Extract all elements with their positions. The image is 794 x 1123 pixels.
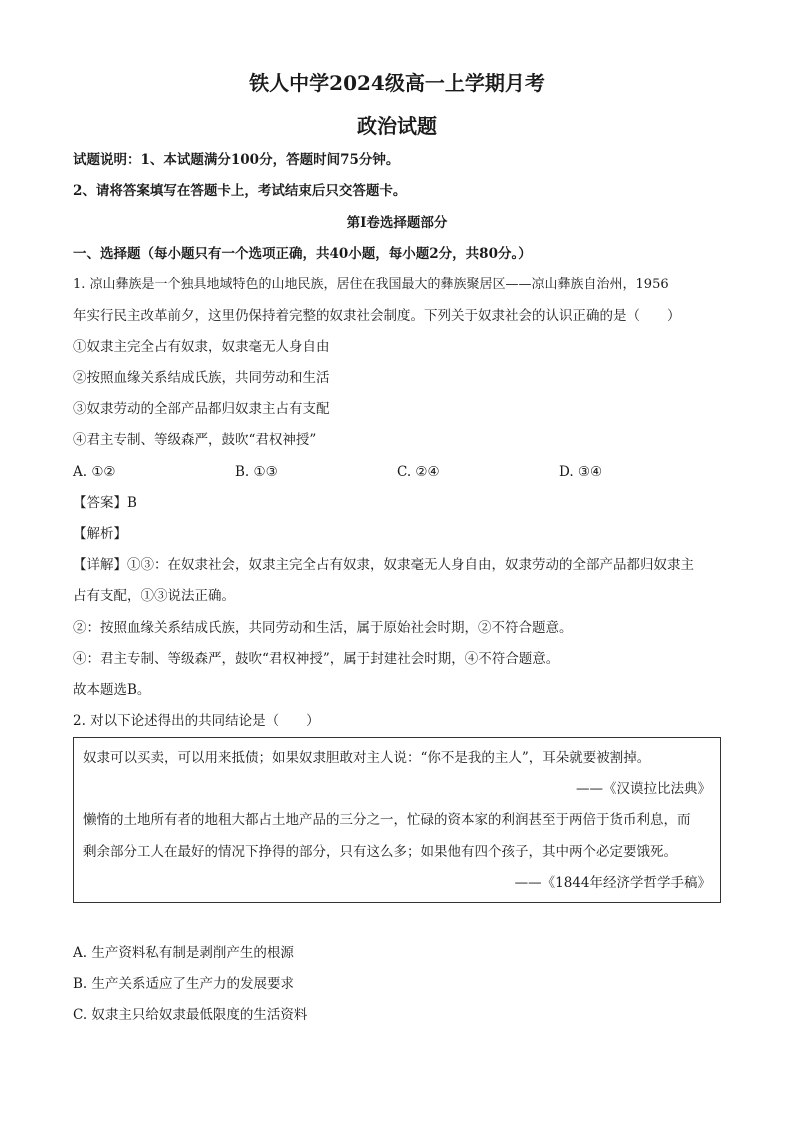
q2-quote-2-line-2: 剩余部分工人在最好的情况下挣得的部分，只有这么多；如果他有四个孩子，其中两个必定要饿死。 [83, 844, 677, 860]
instruction-line-2: 2、请将答案填写在答题卡上，考试结束后只交答题卡。 [73, 183, 407, 199]
part-title: 第Ⅰ卷选择题部分 [346, 215, 448, 231]
q1-option-a: A. ①② [73, 464, 116, 480]
q1-detail-line-2: 占有支配，①③说法正确。 [73, 588, 235, 604]
q1-item-3: ③奴隶劳动的全部产品都归奴隶主占有支配 [73, 401, 330, 417]
q1-option-c: C. ②④ [397, 464, 440, 480]
q1-item-4: ④君主专制、等级森严，鼓吹“君权神授” [73, 432, 317, 448]
q2-option-b: B. 生产关系适应了生产力的发展要求 [73, 976, 295, 992]
q1-option-b: B. ①③ [235, 464, 278, 480]
q1-item-1: ①奴隶主完全占有奴隶，奴隶毫无人身自由 [73, 339, 330, 355]
q1-stem-line-1: 1. 凉山彝族是一个独具地域特色的山地民族，居住在我国最大的彝族聚居区——凉山彝族自治州，1956 [73, 277, 669, 292]
q1-analysis-label: 【解析】 [73, 526, 127, 542]
q2-option-a: A. 生产资料私有制是剥削产生的根源 [73, 945, 294, 961]
q1-stem-line-2: 年实行民主改革前夕，这里仍保持着完整的奴隶社会制度。下列关于奴隶社会的认识正确的是（ ） [73, 308, 681, 324]
q2-quote-1: 奴隶可以买卖，可以用来抵债；如果奴隶胆敢对主人说：“你不是我的主人”，耳朵就要被割掉。 [83, 750, 651, 766]
q1-detail-line-4: ④：君主专制、等级森严，鼓吹“君权神授”，属于封建社会时期，④不符合题意。 [73, 651, 560, 667]
exam-subtitle: 政治试题 [357, 114, 437, 138]
q1-options [73, 462, 734, 482]
q1-item-2: ②按照血缘关系结成氏族，共同劳动和生活 [73, 370, 330, 386]
q2-stem: 2. 对以下论述得出的共同结论是（ ） [73, 713, 320, 729]
q1-option-d: D. ③④ [559, 464, 603, 480]
instruction-line-1: 试题说明：1、本试题满分100分，答题时间75分钟。 [73, 152, 400, 168]
q1-conclusion: 故本题选B。 [73, 682, 151, 698]
q2-quote-box [73, 737, 721, 903]
q1-detail-line-3: ②：按照血缘关系结成氏族，共同劳动和生活，属于原始社会时期，②不符合题意。 [73, 620, 573, 636]
q2-source-1: ——《汉谟拉比法典》 [576, 781, 711, 797]
section-heading: 一、选择题（每小题只有一个选项正确，共40小题，每小题2分，共80分。） [73, 246, 532, 262]
q2-option-c: C. 奴隶主只给奴隶最低限度的生活资料 [73, 1007, 308, 1023]
q2-source-2: ——《1844年经济学哲学手稿》 [514, 875, 711, 891]
exam-title: 铁人中学2024级高一上学期月考 [249, 71, 545, 95]
q2-quote-2-line-1: 懒惰的土地所有者的地租大都占土地产品的三分之一，忙碌的资本家的利润甚至于两倍于货币利息，而 [83, 812, 691, 828]
q1-detail-line-1: 【详解】①③：在奴隶社会，奴隶主完全占有奴隶，奴隶毫无人身自由，奴隶劳动的全部产品都归奴隶主 [73, 557, 694, 573]
q1-answer: 【答案】B [73, 495, 137, 511]
